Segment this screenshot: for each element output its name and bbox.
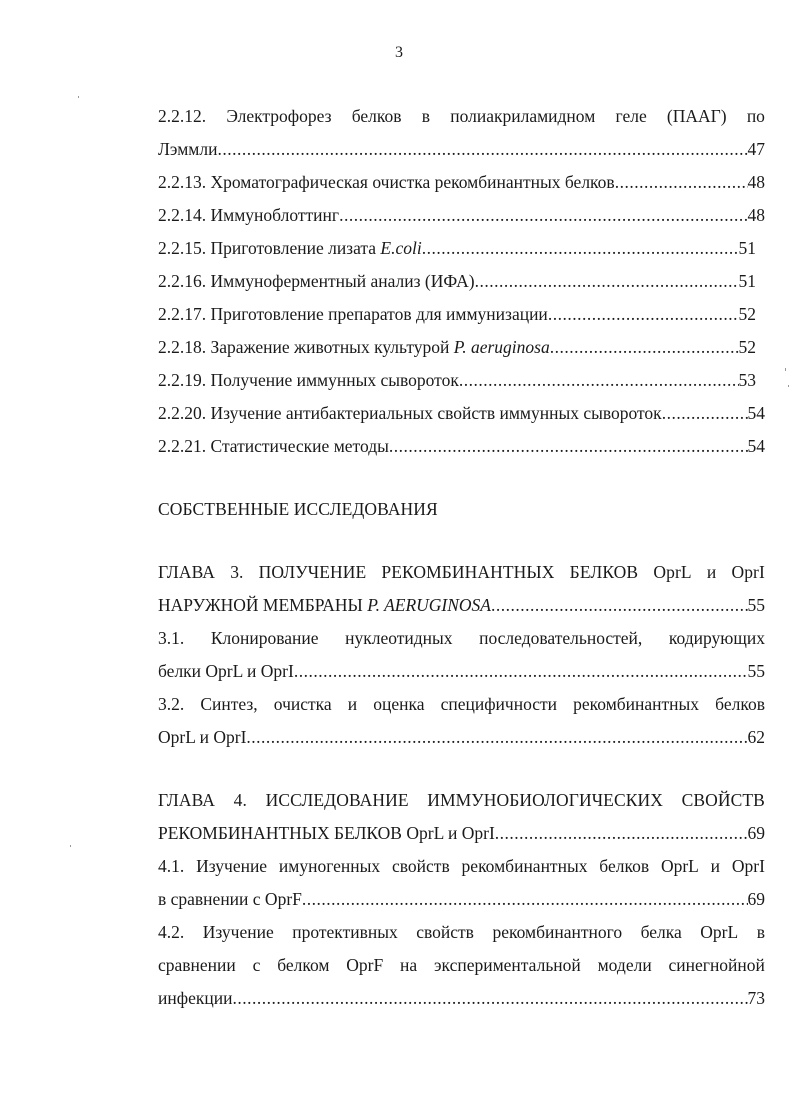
dot-leader [491,593,748,617]
toc-entry-2-2-17: 2.2.17. Приготовление препаратов для иммунизации ..... 52 [158,302,756,326]
toc-entry-3-2-line1: 3.2. Синтез, очистка и оценка специфичности рекомбинантных белков [158,694,765,714]
scan-speck [78,96,79,98]
toc-entry-2-2-21: 2.2.21. Статистические методы ..... 54 [158,434,765,458]
page-ref: 54 [747,403,765,423]
dot-leader [246,725,747,749]
page-ref: 55 [747,661,765,681]
toc-entry-3-1-line2: белки OprL и OprI ..... 55 [158,659,765,683]
chapter-3-title-line2: НАРУЖНОЙ МЕМБРАНЫ P. AERUGINOSA ..... 55 [158,593,765,617]
page-ref: 51 [738,238,756,258]
dot-leader [495,821,748,845]
toc-entry-2-2-12-line2: Лэммли ..... 47 [158,137,765,161]
page-ref: 52 [738,337,756,357]
dot-leader [459,368,739,392]
toc-entry-2-2-14: 2.2.14. Иммуноблоттинг ..... 48 [158,203,765,227]
toc-entry-4-2-line2: сравнении с белком OprF на экспериментальной модели синегнойной [158,955,765,975]
dot-leader [232,986,747,1010]
scan-speck [785,368,786,371]
page-ref: 53 [738,370,756,390]
page-ref: 62 [747,727,765,747]
toc-entry-2-2-19: 2.2.19. Получение иммунных сывороток ..... 53 [158,368,756,392]
page-ref: 51 [738,271,756,291]
page-ref: 52 [738,304,756,324]
dot-leader [217,137,747,161]
toc-entry-2-2-16: 2.2.16. Иммуноферментный анализ (ИФА) ..... 51 [158,269,756,293]
dot-leader [302,887,748,911]
toc-entry-4-1-line1: 4.1. Изучение имуногенных свойств рекомбинантных белков OprL и OprI [158,856,765,876]
chapter-4-title-line1: ГЛАВА 4. ИССЛЕДОВАНИЕ ИММУНОБИОЛОГИЧЕСКИХ СВОЙСТВ [158,790,765,810]
page-ref: 55 [747,595,765,615]
section-heading: СОБСТВЕННЫЕ ИССЛЕДОВАНИЯ [158,499,438,519]
toc-entry-2-2-20: 2.2.20. Изучение антибактериальных свойств иммунных сывороток ..... 54 [158,401,765,425]
dot-leader [294,659,748,683]
dot-leader [548,302,739,326]
scan-speck [788,385,789,387]
dot-leader [422,236,739,260]
page-ref: 73 [747,988,765,1008]
toc-entry-4-2-line3: инфекции ..... 73 [158,986,765,1010]
dot-leader [550,335,739,359]
chapter-3-title-line1: ГЛАВА 3. ПОЛУЧЕНИЕ РЕКОМБИНАНТНЫХ БЕЛКОВ OprL и OprI [158,562,765,582]
page-ref: 47 [747,139,765,159]
page-ref: 54 [747,436,765,456]
toc-entry-2-2-15: 2.2.15. Приготовление лизата E.coli ..... 51 [158,236,756,260]
dot-leader [615,170,748,194]
chapter-4-title-line2: РЕКОМБИНАНТНЫХ БЕЛКОВ OprL и OprI ..... 69 [158,821,765,845]
page-ref: 69 [747,823,765,843]
dot-leader [662,401,748,425]
toc-entry-2-2-12-line1: 2.2.12. Электрофорез белков в полиакриламидном геле (ПААГ) по [158,106,765,126]
page-ref: 69 [747,889,765,909]
scan-speck [70,845,71,847]
page-ref: 48 [747,205,765,225]
toc-entry-2-2-18: 2.2.18. Заражение животных культурой P. aeruginosa ..... 52 [158,335,756,359]
dot-leader [339,203,747,227]
dot-leader [475,269,739,293]
toc-entry-3-2-line2: OprL и OprI ..... 62 [158,725,765,749]
page-number: 3 [395,44,403,61]
dot-leader [389,434,748,458]
page-ref: 48 [747,172,765,192]
toc-entry-4-1-line2: в сравнении с OprF ..... 69 [158,887,765,911]
toc-entry-2-2-13: 2.2.13. Хроматографическая очистка рекомбинантных белков ..... 48 [158,170,765,194]
toc-entry-4-2-line1: 4.2. Изучение протективных свойств рекомбинантного белка OprL в [158,922,765,942]
toc-entry-3-1-line1: 3.1. Клонирование нуклеотидных последовательностей, кодирующих [158,628,765,648]
